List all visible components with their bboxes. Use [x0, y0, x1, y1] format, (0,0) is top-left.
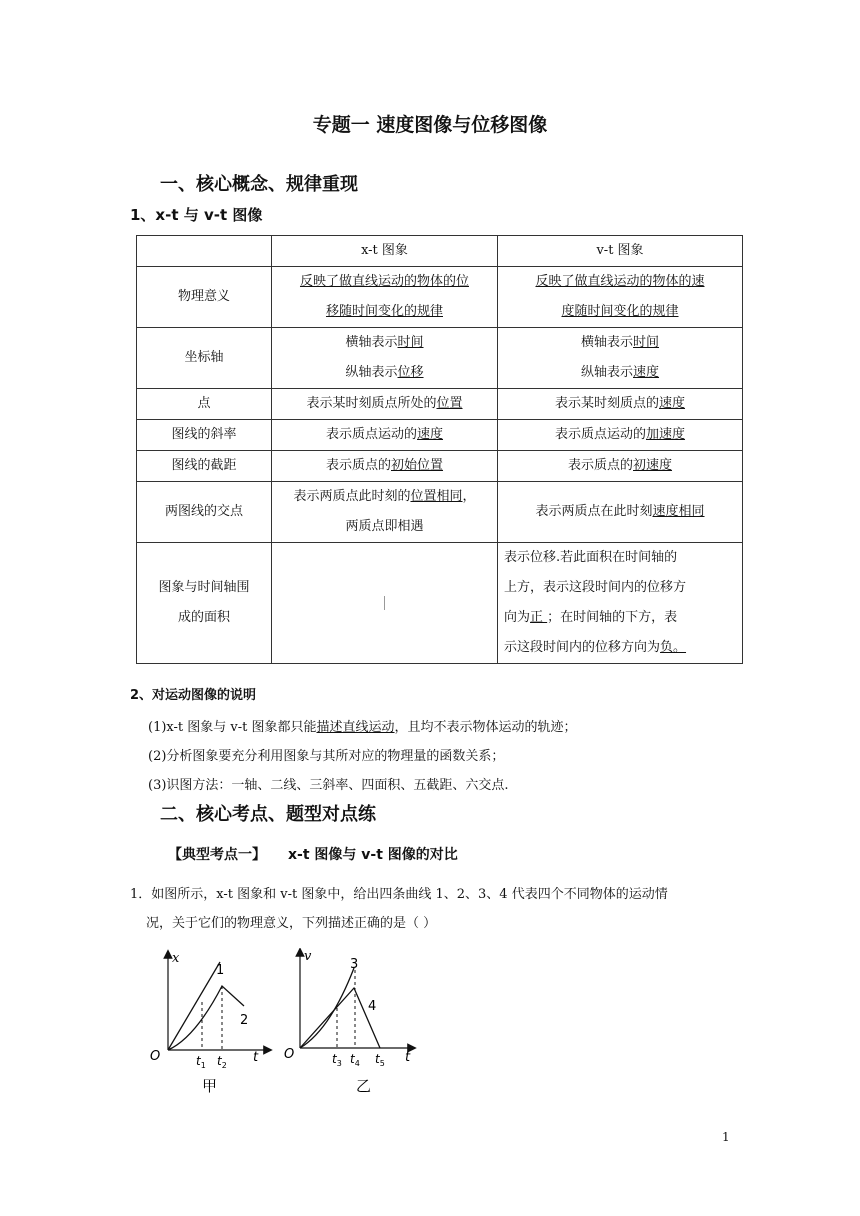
subheading-xt-vt: 1、x-t 与 v-t 图像	[130, 206, 263, 224]
cell-text: 表示质点的	[567, 458, 633, 473]
key-point-tag: 【典型考点一】	[168, 847, 266, 863]
section-heading-1: 一、核心概念、规律重现	[160, 174, 358, 195]
x-axis-label: t	[253, 1050, 259, 1065]
table-cell	[498, 389, 743, 420]
cell-underlined: 时间	[633, 335, 660, 350]
t1-label: $t_1$	[196, 1054, 206, 1070]
cell-underlined: 时间	[397, 335, 424, 350]
note-text: (1)x-t 图象与 v-t 图象都只能	[148, 720, 317, 735]
cell-text: 表示质点运动的	[554, 427, 646, 442]
table-cell	[498, 482, 743, 543]
cell-underlined: 加速度	[646, 427, 686, 442]
table-row	[137, 389, 743, 420]
cell-text: 反映了做直线运动的物体的位	[299, 274, 469, 289]
note-3: (3)识图方法：一轴、二线、三斜率、四面积、五截距、六交点.	[148, 778, 509, 793]
section-heading-2: 二、核心考点、题型对点练	[160, 804, 376, 825]
note-underlined: 描述直线运动	[316, 720, 395, 735]
table-header-cell: v-t 图象	[498, 236, 743, 267]
cell-text: 两质点即相遇	[345, 519, 424, 534]
table-header-cell: x-t 图象	[272, 236, 498, 267]
table-cell	[498, 267, 743, 328]
cell-text: 表示某时刻质点所处的	[306, 396, 437, 411]
cell-underlined: 负。	[660, 640, 687, 655]
y-axis-label: v	[304, 949, 312, 964]
cell-text: 成的面积	[177, 610, 230, 625]
t4-label: $t_4$	[350, 1052, 360, 1068]
table-row	[137, 451, 743, 482]
cell-underlined: 速度相同	[652, 504, 705, 519]
table-cell	[272, 420, 498, 451]
cell-underlined: 速度	[417, 427, 444, 442]
cell-underlined: 位置相同	[410, 489, 463, 504]
cell-text: 横轴表示	[580, 335, 633, 350]
origin-label: O	[284, 1047, 295, 1062]
table-row	[137, 543, 743, 664]
text-cursor-mark	[384, 596, 385, 610]
cell-text: 上方，表示这段时间内的位移方	[504, 580, 687, 595]
question-1	[130, 880, 730, 938]
comparison-table	[136, 235, 743, 664]
cell-underlined: 初速度	[633, 458, 673, 473]
vt-graph-figure	[280, 948, 420, 1098]
table-row	[137, 482, 743, 543]
curve-1-line	[168, 962, 220, 1050]
figure-caption: 乙	[356, 1077, 372, 1095]
page-number: 1	[722, 1130, 730, 1144]
cell-text: 度随时间变化的规律	[561, 304, 679, 319]
table-cell	[272, 267, 498, 328]
key-point-heading	[168, 844, 458, 864]
cell-text: 表示位移.若此面积在时间轴的	[504, 550, 678, 565]
cell-text: 纵轴表示	[580, 365, 633, 380]
subheading-notes: 2、对运动图像的说明	[130, 688, 257, 703]
cell-text: 表示两质点在此时刻	[535, 504, 653, 519]
cell-underlined: 速度	[659, 396, 686, 411]
row-label	[137, 543, 272, 664]
x-axis-label: t	[405, 1050, 411, 1065]
t2-label: $t_2$	[217, 1054, 227, 1070]
note-2: (2)分析图象要充分利用图象与其所对应的物理量的函数关系；	[148, 749, 505, 764]
row-label: 图线的斜率	[137, 420, 272, 451]
cell-text: 表示质点运动的	[325, 427, 417, 442]
table-cell	[498, 420, 743, 451]
cell-text: ，	[462, 489, 476, 504]
table-cell	[137, 236, 272, 267]
cell-text: 纵轴表示	[345, 365, 398, 380]
cell-text: 表示两质点此时刻的	[293, 489, 411, 504]
cell-text: 反映了做直线运动的物体的速	[535, 274, 705, 289]
cell-underlined: 位移	[397, 365, 424, 380]
row-label: 坐标轴	[137, 328, 272, 389]
table-cell	[272, 328, 498, 389]
table-row	[137, 267, 743, 328]
note-text: ，且均不表示物体运动的轨迹；	[394, 720, 577, 735]
table-row	[137, 328, 743, 389]
cell-text: 表示某时刻质点的	[554, 396, 659, 411]
xt-graph-figure	[140, 948, 280, 1098]
cell-text: 向为	[504, 610, 531, 625]
row-label: 物理意义	[137, 267, 272, 328]
curve-2-line	[168, 986, 244, 1050]
table-cell	[498, 328, 743, 389]
cell-underlined: 正	[530, 610, 548, 625]
cell-underlined: 初始位置	[391, 458, 444, 473]
cell-text: 表示质点的	[325, 458, 391, 473]
table-cell	[498, 543, 743, 664]
curve-3-line	[300, 968, 354, 1048]
cell-text: 横轴表示	[345, 335, 398, 350]
table-cell	[498, 451, 743, 482]
t3-label: $t_3$	[332, 1052, 342, 1068]
cell-underlined: 位置	[436, 396, 463, 411]
table-cell	[272, 451, 498, 482]
t5-label: $t_5$	[375, 1052, 385, 1068]
note-1	[148, 716, 577, 735]
figure-caption: 甲	[202, 1077, 218, 1095]
question-line: 1．如图所示，x-t 图象和 v-t 图象中，给出四条曲线 1、2、3、4 代表四个不同物体的运动情	[130, 887, 668, 902]
key-point-title: x-t 图像与 v-t 图像的对比	[288, 847, 458, 863]
curve-4-label: 4	[368, 999, 377, 1014]
table-cell-empty	[272, 543, 498, 664]
cell-text: 示这段时间内的位移方向为	[504, 640, 661, 655]
row-label: 图线的截距	[137, 451, 272, 482]
curve-1-label: 1	[216, 963, 225, 978]
cell-text: ；在时间轴的下方，表	[547, 610, 678, 625]
page-title: 专题一 速度图像与位移图像	[312, 114, 548, 136]
cell-underlined: 速度	[633, 365, 660, 380]
row-label: 两图线的交点	[137, 482, 272, 543]
cell-text: 图象与时间轴围	[158, 580, 250, 595]
question-line: 况，关于它们的物理意义，下列描述正确的是（ ）	[146, 916, 437, 931]
table-cell	[272, 389, 498, 420]
y-axis-label: x	[172, 951, 180, 966]
curve-3-label: 3	[350, 957, 359, 972]
table-cell	[272, 482, 498, 543]
curve-2-label: 2	[240, 1013, 249, 1028]
row-label: 点	[137, 389, 272, 420]
table-row	[137, 236, 743, 267]
origin-label: O	[150, 1049, 161, 1064]
table-row	[137, 420, 743, 451]
cell-text: 移随时间变化的规律	[325, 304, 443, 319]
